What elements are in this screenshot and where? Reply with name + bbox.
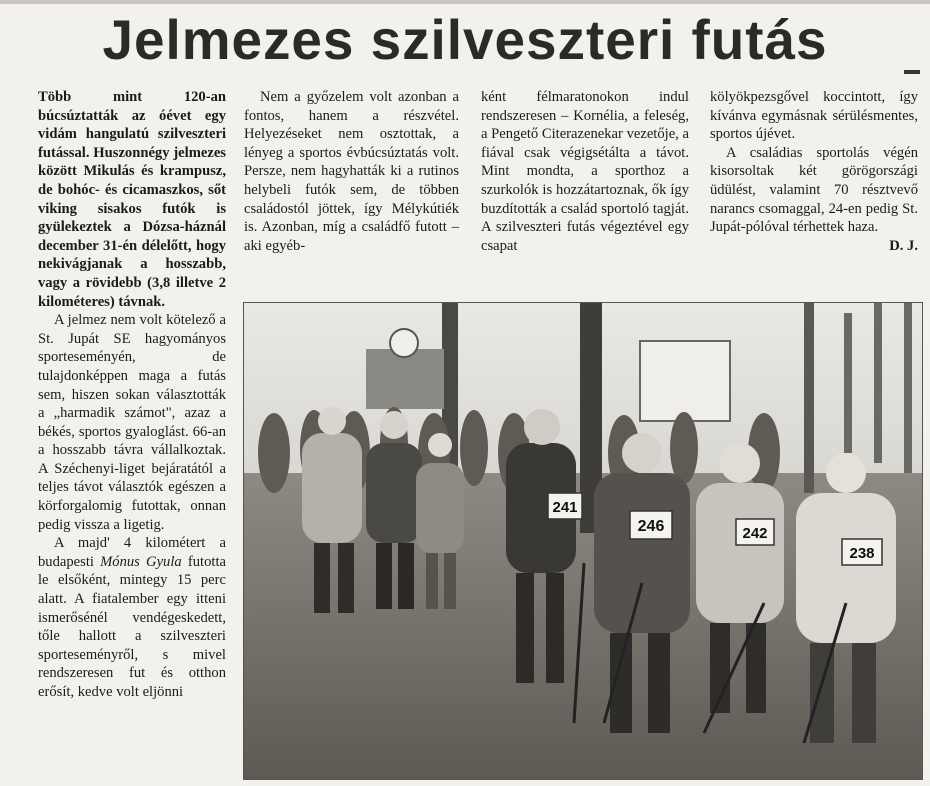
text-segment: futotta le elsőként, mintegy 15 perc alatt. A fiatalember egy itteni ismerősénél vendégeskedett, tőle hallott a szilveszteri sporteseményről, s mivel rendszeresen fut és otthon erősít, kedve volt eljönni [38, 553, 226, 700]
bib-number: 246 [637, 518, 665, 535]
paragraph: A jelmez nem volt kötelező a St. Jupát SE hagyományos sporteseményén, de tulajdonképpen maga a futás sem, hiszen sokan választották a „harmadik számot", azaz a békés, sportos gyaloglást. 66-an a hosszabb távra vállalkoztak. A Széchenyi-liget bejáratától a teljes távot választók egészen a körforgalomig futottak, onnan pedig vissza a ligetig. [38, 312, 226, 533]
runner-name: Mónus Gyula [100, 553, 182, 570]
column-3 [481, 88, 689, 255]
column-2 [244, 88, 459, 255]
author-signature: D. J. [889, 237, 918, 254]
paragraph: Nem a győzelem volt azonban a fontos, hanem a részvétel. Helyezéseket nem osztottak, a lényeg a sportos évbúcsúztatás volt. Persze, nem hagyhatták ki a rutinos helybeli futók sem, de többen családostól jöttek, így Mélykútiék is. Azonban, míg a családfő futott – aki egyéb- [244, 89, 459, 254]
headline: Jelmezes szilveszteri futás [102, 8, 828, 71]
bib-number: 241 [552, 499, 578, 516]
paragraph: kölyökpezsgővel koccintott, így kívánva egymásnak sérülésmentes, sportos újévet. [710, 89, 918, 143]
photo-illustration [244, 303, 922, 779]
paragraph-winner [38, 534, 226, 701]
column-1 [38, 88, 226, 702]
column-4 [710, 88, 918, 255]
paragraph: A családias sportolás végén kisorsoltak két görögországi üdülést, valamint 70 résztvevő narancs csomaggal, 24-en pedig St. Jupát-pólóval térhettek haza. [710, 144, 918, 236]
news-photo [243, 302, 923, 780]
paragraph: ként félmaratonokon indul rendszeresen – Kornélia, a feleség, a Pengető Citerazenekar vezetője, a fiával csak végigsétálta a távot. Mint mondta, a sporthoz a szurkolók is hozzátartoznak, ők így buzdították a család sportoló tagját. A szilveszteri futás végeztével egy csapat [481, 89, 689, 254]
bib-number: 238 [849, 545, 875, 562]
text-segment: A majd' 4 kilométert a budapesti [38, 535, 226, 570]
corner-mark [904, 70, 920, 74]
bib-number: 242 [742, 525, 768, 542]
lead-paragraph: Több mint 120-an búcsúztatták az óévet egy vidám hangulatú szilveszteri futással. Huszonnégy jelmezes között Mikulás és krampusz, de bohóc- és cicamaszkos, sőt viking sisakos futók is gyülekeztek a Dózsa-háznál december 31-én délelőtt, hogy nekivágjanak a hosszabb, vagy a rövidebb (3,8 illetve 2 kilométeres) távnak. [38, 89, 226, 310]
